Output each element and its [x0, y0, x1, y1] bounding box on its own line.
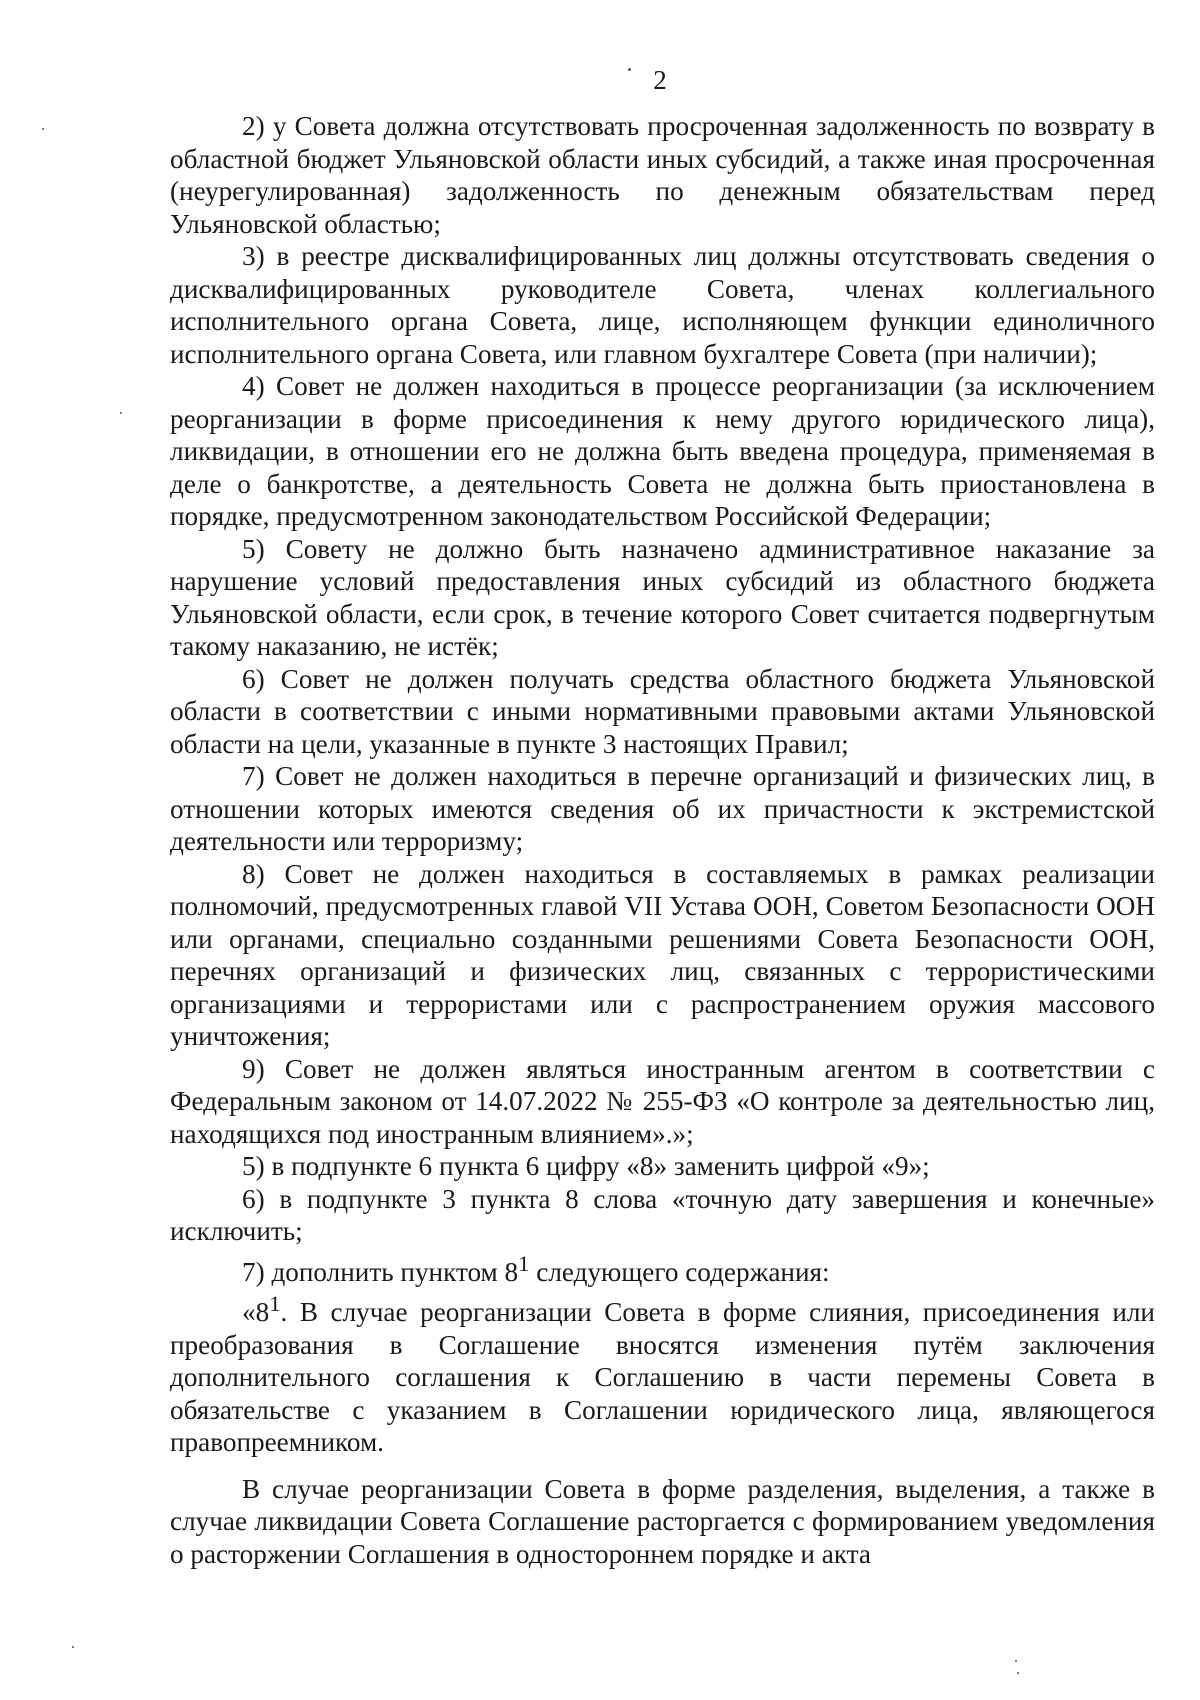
- paragraph-amend-7: [170, 1248, 1155, 1289]
- amend-7-text-end: следующего содержания:: [529, 1256, 830, 1287]
- paragraph-item-7: 7) Совет не должен находиться в перечне организаций и физических лиц, в отношении которых имеются сведения об их причастности к экстремистской деятельности или терроризму;: [170, 761, 1155, 856]
- scan-speck: [42, 128, 44, 130]
- paragraph-item-5: 5) Совету не должно быть назначено административное наказание за нарушение условий предоставления иных субсидий из областного бюджета Ульяновской области, если срок, в течение которого Совет считается подвергнутым такому наказанию, не истёк;: [170, 533, 1155, 661]
- paragraph-reorganization: В случае реорганизации Совета в форме разделения, выделения, а также в случае ликвидации Совета Соглашение расторгается с формированием уведомления о расторжении Соглашения в одностороннем порядке и акта: [170, 1473, 1155, 1569]
- document-body: [170, 110, 1155, 1570]
- scan-speck: [1017, 1672, 1019, 1674]
- quote-superscript: 1: [269, 1291, 281, 1317]
- paragraph-item-9: 9) Совет не должен являться иностранным агентом в соответствии с Федеральным законом от 14.07.2022 № 255-ФЗ «О контроле за деятельностью лиц, находящихся под иностранным влиянием».»;: [170, 1053, 1155, 1149]
- paragraph-item-3: 3) в реестре дисквалифицированных лиц должны отсутствовать сведения о дисквалифицированных руководителе Совета, членах коллегиального исполнительного органа Совета, лице, исполняющем функции единоличного исполнительного органа Совета, или главном бухгалтере Совета (при наличии);: [170, 241, 1155, 369]
- scan-speck: [120, 412, 122, 414]
- amend-7-superscript: 1: [518, 1250, 530, 1276]
- paragraph-amend-5: 5) в подпункте 6 пункта 6 цифру «8» заменить цифрой «9»;: [242, 1151, 930, 1181]
- scan-speck: [628, 68, 631, 71]
- scan-speck: [72, 1646, 74, 1648]
- paragraph-quote-8-1: [170, 1288, 1155, 1459]
- paragraph-amend-6: 6) в подпункте 3 пункта 8 слова «точную дату завершения и конечные» исключить;: [170, 1183, 1155, 1246]
- page-number: 2: [653, 65, 667, 95]
- paragraph-item-2: 2) у Совета должна отсутствовать просроченная задолженность по возврату в областной бюджет Ульяновской области иных субсидий, а также иная просроченная (неурегулированная) задолженность по денежным обязательствам перед Ульяновской областью;: [170, 111, 1155, 239]
- paragraph-item-6: 6) Совет не должен получать средства областного бюджета Ульяновской области в соответствии с иными нормативными правовыми актами Ульяновской области на цели, указанные в пункте 3 настоящих Правил;: [170, 663, 1155, 759]
- scan-speck: [1015, 1660, 1017, 1662]
- quote-start: «8: [242, 1297, 270, 1328]
- paragraph-item-8: 8) Совет не должен находиться в составляемых в рамках реализации полномочий, предусмотренных главой VII Устава ООН, Советом Безопасности ООН или органами, специально созданными решениями Совета Безопасности ООН, перечнях организаций и физических лиц, связанных с террористическими организациями и террористами или с распространением оружия массового уничтожения;: [170, 858, 1155, 1051]
- quote-text: . В случае реорганизации Совета в форме слияния, присоединения или преобразования в Соглашение вносятся изменения путём заключения дополнительного соглашения к Соглашению в части перемены Совета в обязательстве с указанием в Соглашении юридического лица, являющегося правопреемником.: [170, 1297, 1155, 1458]
- paragraph-item-4: 4) Совет не должен находиться в процессе реорганизации (за исключением реорганизации в форме присоединения к нему другого юридического лица), ликвидации, в отношении его не должна быть введена процедура, применяемая в деле о банкротстве, а деятельность Совета не должна быть приостановлена в порядке, предусмотренном законодательством Российской Федерации;: [170, 371, 1155, 531]
- amend-7-text: 7) дополнить пунктом 8: [242, 1256, 519, 1287]
